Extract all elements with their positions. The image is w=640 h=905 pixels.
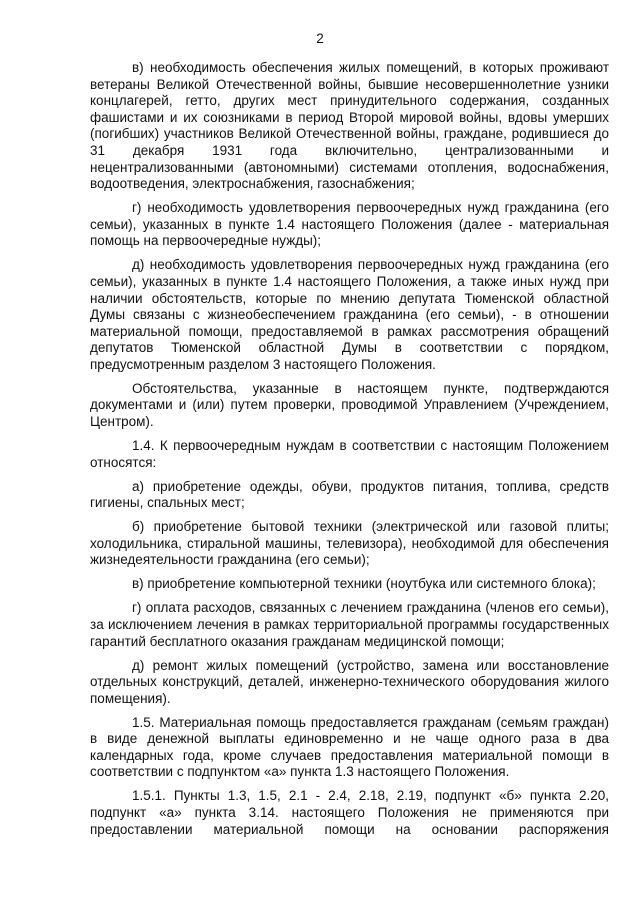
paragraph-circumstances-confirmation: Обстоятельства, указанные в настоящем пункте, подтверждаются документами и (или) путем проверки, проводимой Управлением (Учреждением, Центром).	[90, 380, 609, 430]
paragraph-v-housing-utilities: в) необходимость обеспечения жилых помещений, в которых проживают ветераны Великой Отечественной войны, бывшие несовершеннолетние узники концлагерей, гетто, других мест принудительного содержания, созданных фашистами и их союзниками в период Второй мировой войны, вдовы умерших (погибших) участников Великой Отечественной войны, граждане, родившиеся до 31 декабря 1931 года включительно, централизованными и нецентрализованными (автономными) системами отопления, водоснабжения, водоотведения, электроснабжения, газоснабжения;	[90, 60, 609, 192]
paragraph-1-5-1: 1.5.1. Пункты 1.3, 1.5, 2.1 - 2.4, 2.18, 2.19, подпункт «б» пункта 2.20, подпункт «а» пункта 3.14. настоящего Положения не применяются при предоставлении материальной помощи на основании распоряжения	[90, 788, 609, 837]
page-number: 2	[316, 31, 324, 46]
list-item-b-appliances: б) приобретение бытовой техники (электрической или газовой плиты; холодильника, стиральной машины, телевизора), необходимой для обеспечения жизнедеятельности гражданина (его семьи);	[90, 519, 609, 568]
list-item-g-medical: г) оплата расходов, связанных с лечением гражданина (членов его семьи), за исключением лечения в рамках территориальной программы государственных гарантий бесплатного оказания гражданам медицинской помощи;	[90, 600, 609, 649]
paragraph-g-priority-needs: г) необходимость удовлетворения первоочередных нужд гражданина (его семьи), указанных в пункте 1.4 настоящего Положения (далее - материальная помощь на первоочередные нужды);	[90, 200, 609, 249]
paragraph-d-deputy-appeals: д) необходимость удовлетворения первоочередных нужд гражданина (его семьи), указанных в пункте 1.4 настоящего Положения, а также иных нужд при наличии обстоятельств, которые по мнению депутата Тюменской областной Думы связаны с жизнеобеспечением гражданина (его семьи), - в отношении материальной помощи, предоставляемой в рамках рассмотрения обращений депутатов Тюменской областной Думы в соответствии с порядком, предусмотренным разделом 3 настоящего Положения.	[90, 257, 609, 372]
list-item-v-computer: в) приобретение компьютерной техники (ноутбука или системного блока);	[132, 576, 596, 592]
paragraph-1-4-heading: 1.4. К первоочередным нуждам в соответствии с настоящим Положением относятся:	[90, 438, 609, 470]
list-item-a-clothing: а) приобретение одежды, обуви, продуктов питания, топлива, средств гигиены, спальных мест;	[90, 478, 609, 511]
document-body	[90, 60, 609, 838]
paragraph-1-5: 1.5. Материальная помощь предоставляется гражданам (семьям граждан) в виде денежной выплаты единовременно и не чаще одного раза в два календарных года, кроме случаев предоставления материальной помощи в соответствии с подпунктом «а» пункта 1.3 настоящего Положения.	[90, 714, 609, 780]
list-item-d-repair: д) ремонт жилых помещений (устройство, замена или восстановление отдельных конструкций, деталей, инженерно-технического оборудования жилого помещения).	[90, 657, 609, 706]
